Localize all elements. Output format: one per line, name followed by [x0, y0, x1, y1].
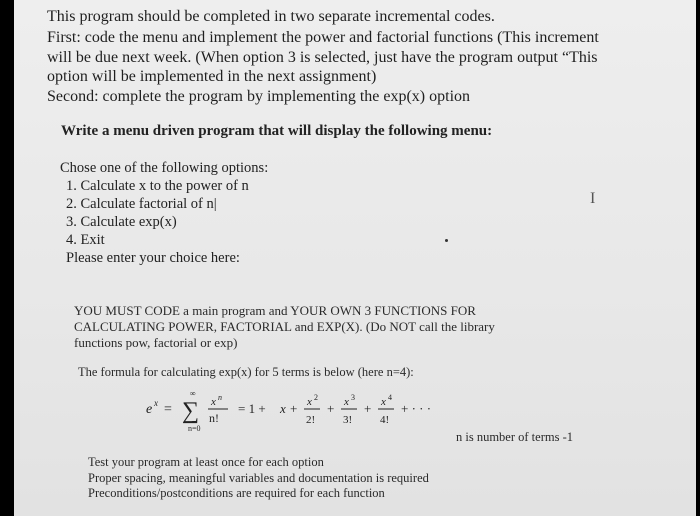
svg-text:x: x	[154, 398, 158, 408]
svg-text:∞: ∞	[190, 389, 196, 398]
svg-text:+: +	[290, 401, 298, 416]
svg-text:x: x	[280, 401, 286, 416]
requirement-line-3: functions pow, factorial or exp)	[74, 335, 238, 350]
svg-text:x: x	[211, 396, 216, 408]
svg-text:e: e	[146, 402, 153, 417]
testing-line-1: Test your program at least once for each option	[88, 455, 324, 469]
svg-text:= 1 +: = 1 +	[238, 401, 266, 416]
requirement-line-1: YOU MUST CODE a main program and YOUR OWN 3 FUNCTIONS FOR	[74, 303, 476, 318]
svg-text:+: +	[364, 401, 372, 416]
svg-text:n: n	[218, 393, 222, 402]
svg-text:x: x	[344, 396, 349, 408]
exp-series-formula	[144, 386, 464, 436]
intro-line-4: option will be implemented in the next assignment)	[47, 68, 377, 85]
svg-text:3!: 3!	[343, 414, 353, 426]
svg-text:2!: 2!	[306, 414, 316, 426]
svg-text:+ · · ·: + · · ·	[401, 401, 432, 416]
intro-line-2: First: code the menu and implement the power and factorial functions (This increment	[47, 29, 599, 46]
svg-text:∑: ∑	[182, 398, 200, 424]
svg-text:4!: 4!	[380, 414, 390, 426]
menu-heading: Write a menu driven program that will display the following menu:	[61, 123, 493, 139]
intro-line-5: Second: complete the program by implementing the exp(x) option	[47, 88, 471, 105]
intro-line-1: This program should be completed in two separate incremental codes.	[47, 8, 495, 25]
svg-text:2: 2	[314, 393, 318, 402]
testing-line-3: Preconditions/postconditions are required for each function	[88, 486, 385, 500]
menu-prompt: Chose one of the following options:	[60, 160, 269, 176]
svg-text:x: x	[381, 396, 386, 408]
menu-option-3: 3. Calculate exp(x)	[66, 214, 177, 230]
requirement-line-2: CALCULATING POWER, FACTORIAL and EXP(X). (Do NOT call the library	[74, 319, 495, 334]
document-page	[14, 0, 696, 516]
svg-text:=: =	[164, 402, 172, 417]
svg-text:x: x	[307, 396, 312, 408]
svg-text:4: 4	[388, 393, 392, 402]
svg-text:n!: n!	[209, 411, 219, 425]
formula-intro: The formula for calculating exp(x) for 5 terms is below (here n=4):	[78, 365, 414, 379]
stray-dot	[445, 239, 448, 242]
menu-input-prompt: Please enter your choice here:	[66, 250, 240, 266]
text-cursor-icon: I	[590, 190, 596, 207]
svg-text:+: +	[327, 401, 335, 416]
menu-option-2: 2. Calculate factorial of n|	[66, 196, 217, 212]
svg-text:n=0: n=0	[188, 424, 201, 433]
formula-note: n is number of terms -1	[456, 430, 573, 444]
intro-line-3: will be due next week. (When option 3 is selected, just have the program output “This	[47, 49, 598, 66]
menu-option-1: 1. Calculate x to the power of n	[66, 178, 249, 194]
svg-text:3: 3	[351, 393, 355, 402]
testing-line-2: Proper spacing, meaningful variables and documentation is required	[88, 471, 429, 485]
menu-option-4: 4. Exit	[66, 232, 105, 248]
